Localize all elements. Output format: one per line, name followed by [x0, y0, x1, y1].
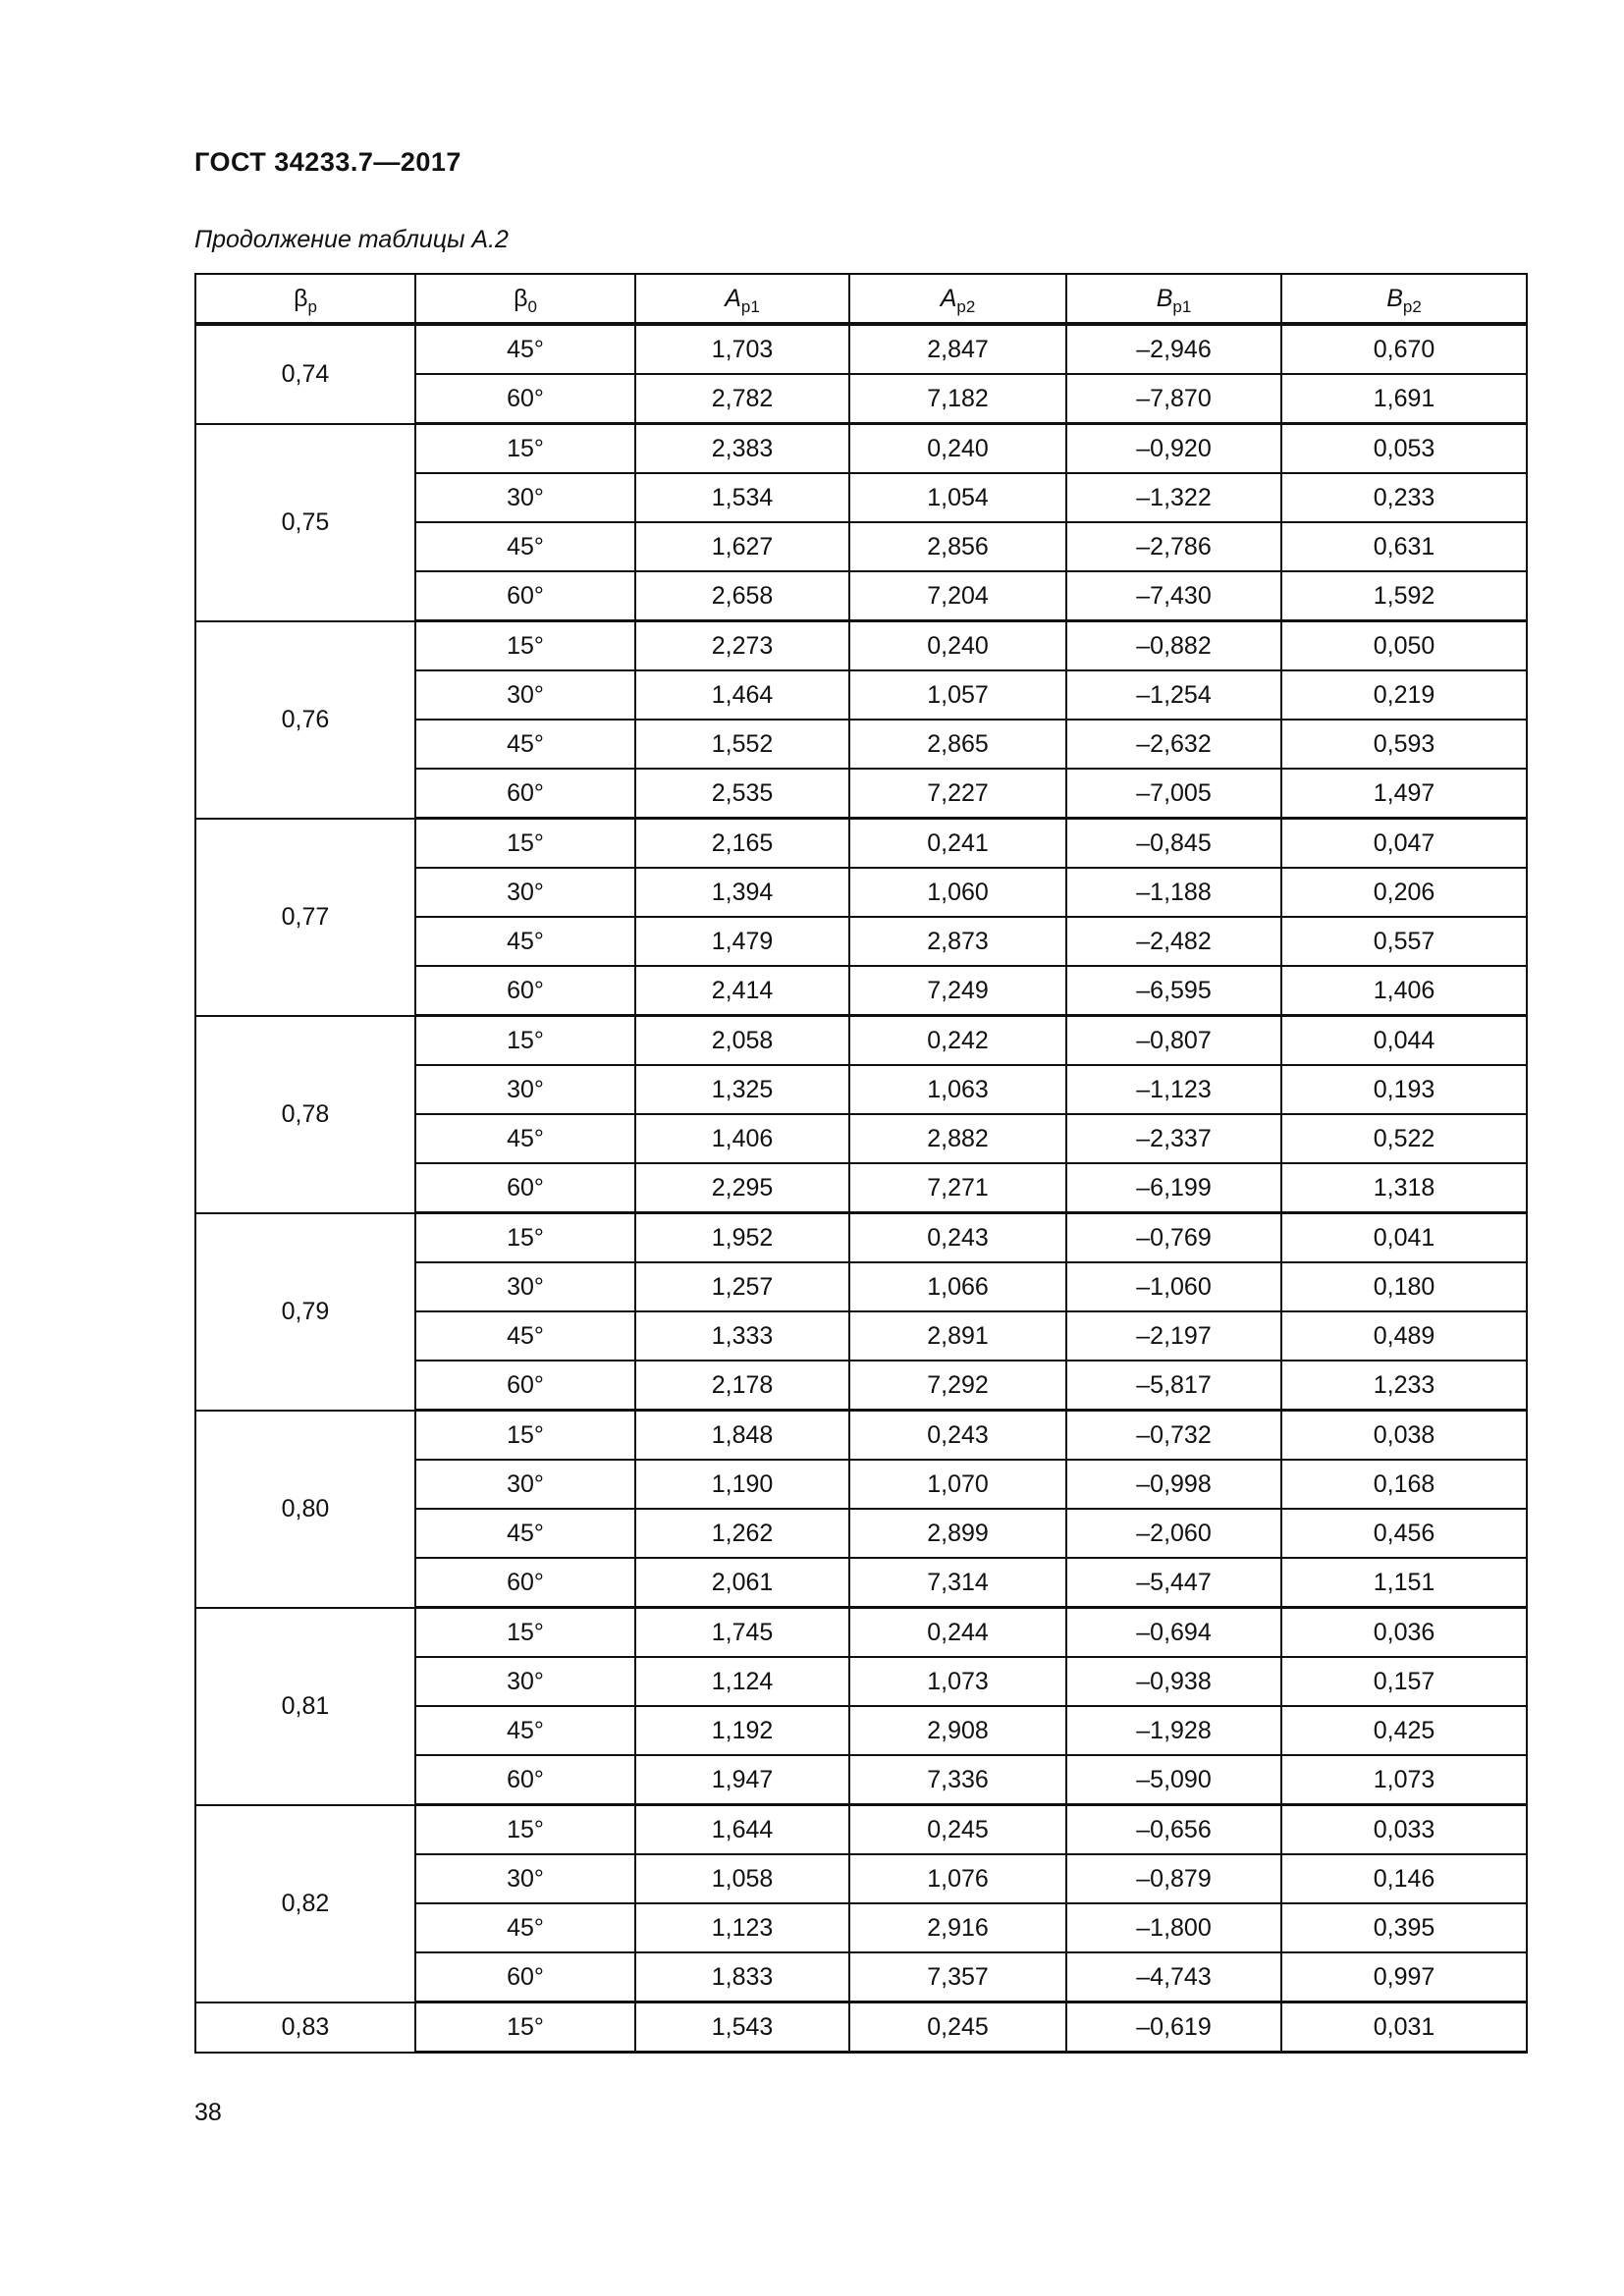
- beta-0-cell: 45°: [415, 1509, 635, 1558]
- ap1-cell: 1,848: [635, 1411, 849, 1461]
- ap2-cell: 7,292: [849, 1361, 1066, 1411]
- ap1-cell: 2,273: [635, 621, 849, 671]
- ap2-cell: 0,245: [849, 2002, 1066, 2053]
- beta-0-cell: 30°: [415, 473, 635, 522]
- beta-0-cell: 60°: [415, 1361, 635, 1411]
- beta-0-cell: 30°: [415, 1854, 635, 1903]
- ap1-cell: 1,192: [635, 1706, 849, 1755]
- column-symbol: B: [1386, 284, 1403, 312]
- document-header: ГОСТ 34233.7—2017: [194, 147, 461, 177]
- bp2-cell: 0,033: [1281, 1805, 1527, 1855]
- table-row: [195, 621, 1527, 671]
- beta-0-cell: 45°: [415, 1903, 635, 1952]
- ap2-cell: 2,882: [849, 1114, 1066, 1163]
- bp1-cell: –7,430: [1066, 571, 1281, 621]
- ap1-cell: 1,394: [635, 868, 849, 917]
- ap2-cell: 7,227: [849, 769, 1066, 819]
- ap1-cell: 1,058: [635, 1854, 849, 1903]
- bp1-cell: –1,188: [1066, 868, 1281, 917]
- column-subscript: p: [307, 296, 317, 316]
- bp1-cell: –2,197: [1066, 1311, 1281, 1361]
- bp2-cell: 0,425: [1281, 1706, 1527, 1755]
- bp2-cell: 1,691: [1281, 374, 1527, 424]
- page-number: 38: [194, 2099, 222, 2126]
- ap2-cell: 7,357: [849, 1952, 1066, 2002]
- ap1-cell: 2,178: [635, 1361, 849, 1411]
- ap1-cell: 1,406: [635, 1114, 849, 1163]
- bp2-cell: 0,041: [1281, 1213, 1527, 1263]
- beta-p-cell: 0,77: [195, 819, 415, 1016]
- ap2-cell: 1,057: [849, 670, 1066, 720]
- ap2-cell: 7,314: [849, 1558, 1066, 1608]
- beta-0-cell: 30°: [415, 1065, 635, 1114]
- table-caption: Продолжение таблицы А.2: [194, 226, 509, 253]
- bp2-cell: 0,997: [1281, 1952, 1527, 2002]
- bp2-cell: 0,631: [1281, 522, 1527, 571]
- ap2-cell: 0,242: [849, 1016, 1066, 1066]
- ap2-cell: 1,076: [849, 1854, 1066, 1903]
- bp2-cell: 1,318: [1281, 1163, 1527, 1213]
- ap1-cell: 1,464: [635, 670, 849, 720]
- beta-p-cell: 0,74: [195, 324, 415, 424]
- bp2-cell: 0,557: [1281, 917, 1527, 966]
- column-header-2: [635, 274, 849, 324]
- bp2-cell: 0,044: [1281, 1016, 1527, 1066]
- bp2-cell: 0,456: [1281, 1509, 1527, 1558]
- beta-0-cell: 15°: [415, 424, 635, 474]
- beta-0-cell: 30°: [415, 1657, 635, 1706]
- ap1-cell: 1,745: [635, 1608, 849, 1658]
- column-header-5: [1281, 274, 1527, 324]
- ap1-cell: 2,383: [635, 424, 849, 474]
- ap1-cell: 1,703: [635, 324, 849, 374]
- column-subscript: p1: [1172, 296, 1192, 316]
- ap1-cell: 2,165: [635, 819, 849, 869]
- beta-0-cell: 45°: [415, 917, 635, 966]
- table-row: [195, 424, 1527, 474]
- table-body: [195, 324, 1527, 2053]
- ap1-cell: 1,257: [635, 1262, 849, 1311]
- beta-0-cell: 60°: [415, 1558, 635, 1608]
- bp1-cell: –1,254: [1066, 670, 1281, 720]
- bp1-cell: –0,619: [1066, 2002, 1281, 2053]
- table-row: [195, 1805, 1527, 1855]
- bp1-cell: –1,123: [1066, 1065, 1281, 1114]
- bp1-cell: –0,732: [1066, 1411, 1281, 1461]
- ap1-cell: 2,658: [635, 571, 849, 621]
- column-symbol: β: [514, 284, 528, 312]
- bp2-cell: 0,031: [1281, 2002, 1527, 2053]
- ap1-cell: 2,535: [635, 769, 849, 819]
- beta-0-cell: 45°: [415, 1706, 635, 1755]
- table-row: [195, 2002, 1527, 2053]
- ap2-cell: 2,899: [849, 1509, 1066, 1558]
- column-header-3: [849, 274, 1066, 324]
- ap1-cell: 1,952: [635, 1213, 849, 1263]
- bp2-cell: 1,406: [1281, 966, 1527, 1016]
- bp1-cell: –4,743: [1066, 1952, 1281, 2002]
- ap2-cell: 1,066: [849, 1262, 1066, 1311]
- ap2-cell: 1,054: [849, 473, 1066, 522]
- beta-0-cell: 15°: [415, 1411, 635, 1461]
- table-row: [195, 1608, 1527, 1658]
- ap2-cell: 2,916: [849, 1903, 1066, 1952]
- column-subscript: p1: [740, 296, 760, 316]
- ap1-cell: 1,123: [635, 1903, 849, 1952]
- bp1-cell: –1,060: [1066, 1262, 1281, 1311]
- beta-p-cell: 0,81: [195, 1608, 415, 1805]
- bp2-cell: 0,489: [1281, 1311, 1527, 1361]
- bp1-cell: –0,998: [1066, 1460, 1281, 1509]
- ap2-cell: 0,243: [849, 1411, 1066, 1461]
- column-symbol: A: [940, 284, 957, 312]
- ap2-cell: 0,243: [849, 1213, 1066, 1263]
- bp1-cell: –0,807: [1066, 1016, 1281, 1066]
- column-subscript: p2: [956, 296, 976, 316]
- ap1-cell: 1,627: [635, 522, 849, 571]
- coefficients-table: [194, 273, 1528, 2054]
- ap1-cell: 2,414: [635, 966, 849, 1016]
- bp2-cell: 0,206: [1281, 868, 1527, 917]
- beta-0-cell: 30°: [415, 670, 635, 720]
- beta-0-cell: 60°: [415, 1952, 635, 2002]
- table-header-row: [195, 274, 1527, 324]
- ap1-cell: 1,833: [635, 1952, 849, 2002]
- ap2-cell: 7,249: [849, 966, 1066, 1016]
- beta-0-cell: 15°: [415, 2002, 635, 2053]
- beta-0-cell: 45°: [415, 324, 635, 374]
- bp1-cell: –2,337: [1066, 1114, 1281, 1163]
- table-row: [195, 1411, 1527, 1461]
- ap2-cell: 0,240: [849, 621, 1066, 671]
- bp1-cell: –2,060: [1066, 1509, 1281, 1558]
- bp1-cell: –0,769: [1066, 1213, 1281, 1263]
- beta-0-cell: 60°: [415, 769, 635, 819]
- bp2-cell: 0,670: [1281, 324, 1527, 374]
- beta-0-cell: 60°: [415, 1163, 635, 1213]
- bp1-cell: –7,870: [1066, 374, 1281, 424]
- ap2-cell: 7,271: [849, 1163, 1066, 1213]
- beta-p-cell: 0,82: [195, 1805, 415, 2002]
- column-header-4: [1066, 274, 1281, 324]
- ap2-cell: 7,204: [849, 571, 1066, 621]
- beta-p-cell: 0,76: [195, 621, 415, 819]
- bp2-cell: 0,233: [1281, 473, 1527, 522]
- beta-0-cell: 60°: [415, 1755, 635, 1805]
- beta-0-cell: 45°: [415, 1311, 635, 1361]
- ap1-cell: 1,552: [635, 720, 849, 769]
- ap2-cell: 1,063: [849, 1065, 1066, 1114]
- ap1-cell: 1,333: [635, 1311, 849, 1361]
- table-row: [195, 324, 1527, 374]
- ap1-cell: 1,262: [635, 1509, 849, 1558]
- ap2-cell: 2,865: [849, 720, 1066, 769]
- ap2-cell: 0,245: [849, 1805, 1066, 1855]
- beta-0-cell: 60°: [415, 374, 635, 424]
- bp2-cell: 0,053: [1281, 424, 1527, 474]
- bp1-cell: –2,482: [1066, 917, 1281, 966]
- ap2-cell: 0,240: [849, 424, 1066, 474]
- bp1-cell: –0,920: [1066, 424, 1281, 474]
- ap2-cell: 0,244: [849, 1608, 1066, 1658]
- bp2-cell: 0,036: [1281, 1608, 1527, 1658]
- ap1-cell: 1,644: [635, 1805, 849, 1855]
- bp1-cell: –2,946: [1066, 324, 1281, 374]
- beta-p-cell: 0,79: [195, 1213, 415, 1411]
- bp2-cell: 0,157: [1281, 1657, 1527, 1706]
- bp2-cell: 1,073: [1281, 1755, 1527, 1805]
- bp2-cell: 1,497: [1281, 769, 1527, 819]
- bp2-cell: 0,522: [1281, 1114, 1527, 1163]
- ap1-cell: 1,479: [635, 917, 849, 966]
- bp1-cell: –2,632: [1066, 720, 1281, 769]
- bp2-cell: 0,050: [1281, 621, 1527, 671]
- ap2-cell: 7,336: [849, 1755, 1066, 1805]
- ap1-cell: 1,947: [635, 1755, 849, 1805]
- ap2-cell: 2,856: [849, 522, 1066, 571]
- ap2-cell: 2,873: [849, 917, 1066, 966]
- bp1-cell: –5,090: [1066, 1755, 1281, 1805]
- bp1-cell: –5,817: [1066, 1361, 1281, 1411]
- beta-0-cell: 15°: [415, 621, 635, 671]
- bp2-cell: 0,219: [1281, 670, 1527, 720]
- beta-0-cell: 15°: [415, 1213, 635, 1263]
- bp1-cell: –2,786: [1066, 522, 1281, 571]
- ap1-cell: 2,061: [635, 1558, 849, 1608]
- ap1-cell: 2,295: [635, 1163, 849, 1213]
- bp1-cell: –5,447: [1066, 1558, 1281, 1608]
- bp2-cell: 1,233: [1281, 1361, 1527, 1411]
- column-symbol: B: [1156, 284, 1173, 312]
- ap2-cell: 0,241: [849, 819, 1066, 869]
- bp2-cell: 0,593: [1281, 720, 1527, 769]
- bp1-cell: –1,800: [1066, 1903, 1281, 1952]
- bp2-cell: 0,168: [1281, 1460, 1527, 1509]
- ap1-cell: 1,534: [635, 473, 849, 522]
- beta-0-cell: 45°: [415, 522, 635, 571]
- beta-p-cell: 0,75: [195, 424, 415, 621]
- ap2-cell: 7,182: [849, 374, 1066, 424]
- column-header-1: [415, 274, 635, 324]
- bp1-cell: –0,656: [1066, 1805, 1281, 1855]
- table-row: [195, 819, 1527, 869]
- bp1-cell: –1,928: [1066, 1706, 1281, 1755]
- beta-0-cell: 30°: [415, 868, 635, 917]
- column-subscript: 0: [527, 296, 537, 316]
- bp1-cell: –0,845: [1066, 819, 1281, 869]
- column-symbol: A: [725, 284, 741, 312]
- ap1-cell: 1,124: [635, 1657, 849, 1706]
- bp2-cell: 0,146: [1281, 1854, 1527, 1903]
- bp2-cell: 0,038: [1281, 1411, 1527, 1461]
- bp2-cell: 0,395: [1281, 1903, 1527, 1952]
- beta-0-cell: 60°: [415, 571, 635, 621]
- bp1-cell: –7,005: [1066, 769, 1281, 819]
- column-subscript: p2: [1402, 296, 1422, 316]
- bp1-cell: –0,879: [1066, 1854, 1281, 1903]
- beta-0-cell: 60°: [415, 966, 635, 1016]
- bp2-cell: 0,180: [1281, 1262, 1527, 1311]
- bp2-cell: 1,151: [1281, 1558, 1527, 1608]
- bp1-cell: –6,199: [1066, 1163, 1281, 1213]
- bp1-cell: –1,322: [1066, 473, 1281, 522]
- bp2-cell: 0,047: [1281, 819, 1527, 869]
- ap2-cell: 2,847: [849, 324, 1066, 374]
- ap1-cell: 1,325: [635, 1065, 849, 1114]
- beta-0-cell: 30°: [415, 1460, 635, 1509]
- bp1-cell: –0,882: [1066, 621, 1281, 671]
- ap1-cell: 2,058: [635, 1016, 849, 1066]
- table-row: [195, 1213, 1527, 1263]
- ap2-cell: 1,073: [849, 1657, 1066, 1706]
- ap1-cell: 1,190: [635, 1460, 849, 1509]
- beta-0-cell: 15°: [415, 819, 635, 869]
- ap2-cell: 1,060: [849, 868, 1066, 917]
- beta-0-cell: 15°: [415, 1608, 635, 1658]
- column-header-0: [195, 274, 415, 324]
- beta-0-cell: 15°: [415, 1805, 635, 1855]
- beta-p-cell: 0,83: [195, 2002, 415, 2053]
- beta-p-cell: 0,78: [195, 1016, 415, 1213]
- bp1-cell: –0,694: [1066, 1608, 1281, 1658]
- ap1-cell: 1,543: [635, 2002, 849, 2053]
- table-row: [195, 1016, 1527, 1066]
- column-symbol: β: [294, 284, 308, 312]
- beta-0-cell: 15°: [415, 1016, 635, 1066]
- beta-0-cell: 45°: [415, 720, 635, 769]
- beta-0-cell: 30°: [415, 1262, 635, 1311]
- bp2-cell: 0,193: [1281, 1065, 1527, 1114]
- ap1-cell: 2,782: [635, 374, 849, 424]
- bp1-cell: –0,938: [1066, 1657, 1281, 1706]
- beta-p-cell: 0,80: [195, 1411, 415, 1608]
- beta-0-cell: 45°: [415, 1114, 635, 1163]
- ap2-cell: 2,891: [849, 1311, 1066, 1361]
- bp1-cell: –6,595: [1066, 966, 1281, 1016]
- ap2-cell: 2,908: [849, 1706, 1066, 1755]
- bp2-cell: 1,592: [1281, 571, 1527, 621]
- ap2-cell: 1,070: [849, 1460, 1066, 1509]
